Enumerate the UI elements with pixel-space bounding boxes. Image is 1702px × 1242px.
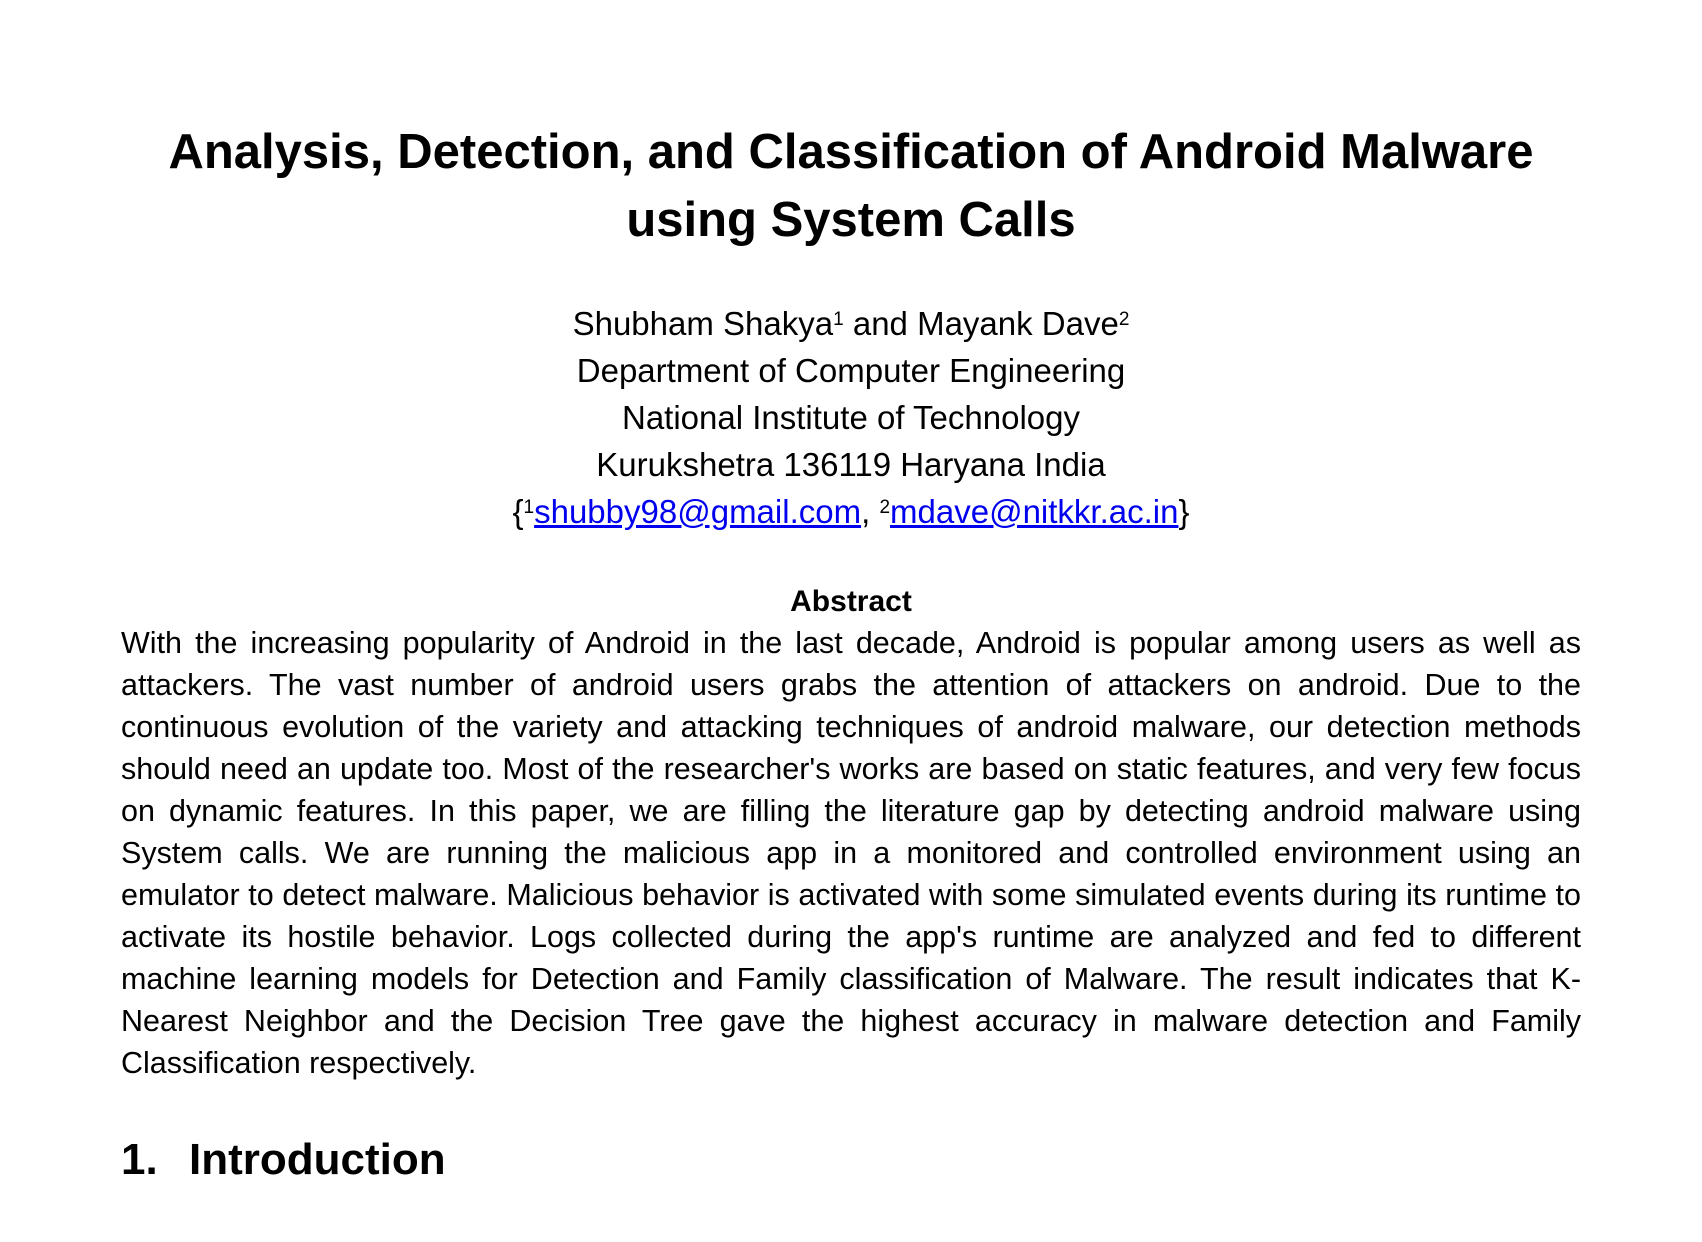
email-open-brace: { <box>512 493 524 530</box>
author-1-name: Shubham Shakya <box>572 305 834 342</box>
section-1-heading <box>121 1132 446 1188</box>
author-2-name: Mayank Dave <box>917 305 1119 342</box>
section-1-number: 1. <box>121 1135 158 1184</box>
affiliation-institute: National Institute of Technology <box>621 399 1081 436</box>
paper-title-line-2: using System Calls <box>626 193 1076 247</box>
abstract-text: With the increasing popularity of Android in the last decade, Android is popular among users as well as attackers. The vast number of android users grabs the attention of attackers on android. Due to the continuous evolution of the variety and attacking techniques of android malware, our detection methods should need an update too. Most of the researcher's works are based on static features, and very few focus on dynamic features. In this paper, we are filling the literature gap by detecting android malware using System calls. We are running the malicious app in a monitored and controlled environment using an emulator to detect malware. Malicious behavior is activated with some simulated events during its runtime to activate its hostile behavior. Logs collected during the app's runtime are analyzed and fed to different machine learning models for Detection and Family classification of Malware. The result indicates that K-Nearest Neighbor and the Decision Tree gave the highest accuracy in malware detection and Family Classification respectively. <box>121 626 1581 1080</box>
author-names <box>300 300 1402 347</box>
email-2-mark: 2 <box>879 497 891 518</box>
author-conjunction: and <box>843 305 918 342</box>
email-separator: , <box>861 493 880 530</box>
author-block <box>300 300 1402 535</box>
affiliation-location: Kurukshetra 136119 Haryana India <box>596 446 1106 483</box>
paper-title <box>100 118 1602 254</box>
email-2-link[interactable]: mdave@nitkkr.ac.in <box>890 493 1179 530</box>
author-1-affiliation-mark: 1 <box>833 309 844 330</box>
email-1-mark: 1 <box>523 497 535 518</box>
paper-title-line-1: Analysis, Detection, and Classification of Android Malware <box>168 125 1534 179</box>
section-1-title: Introduction <box>189 1135 446 1184</box>
author-2-affiliation-mark: 2 <box>1118 309 1130 330</box>
email-1-link[interactable]: shubby98@gmail.com <box>534 493 862 530</box>
author-emails <box>300 488 1402 535</box>
affiliation-department: Department of Computer Engineering <box>576 352 1126 389</box>
email-close-brace: } <box>1178 493 1190 530</box>
abstract-heading: Abstract <box>790 585 912 618</box>
